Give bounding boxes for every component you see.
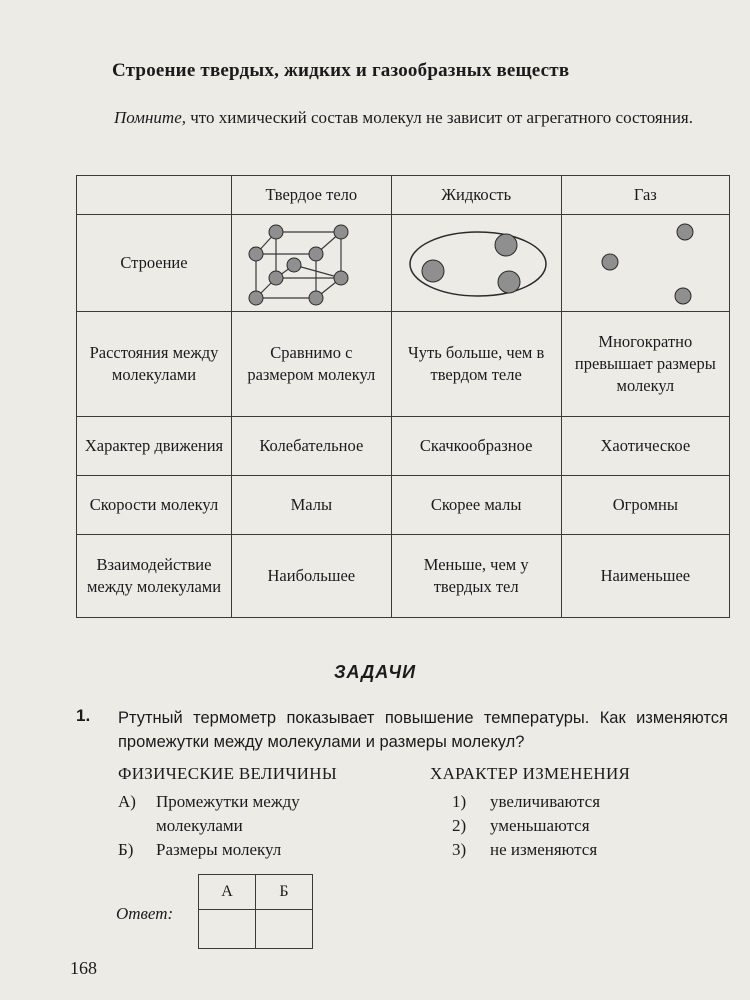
row-label-interaction: Взаимодействие между молекулами [77,535,232,618]
table-header-corner [77,176,232,215]
cell-solid: Колебательное [231,417,391,476]
gas-molecules-icon [575,220,715,306]
cell-gas: Хаотическое [561,417,729,476]
table-row [77,535,730,618]
gas-structure-diagram [561,215,729,312]
table-header-row [77,176,730,215]
row-label-distance: Расстояния между молекулами [77,312,232,417]
cell-liquid: Чуть больше, чем в твердом теле [391,312,561,417]
crystal-lattice-icon [246,220,376,306]
note-emphasis: Помните, [114,108,186,127]
list-item [452,838,600,862]
list-item [452,790,600,814]
item-text: Промежутки между молекулами [156,792,300,835]
item-text: увеличиваются [490,792,601,811]
section-title: Строение твердых, жидких и газообразных веществ [112,60,570,81]
states-of-matter-table [76,175,730,618]
reminder-note [78,106,728,130]
answer-cell-b[interactable] [256,910,313,949]
solid-structure-diagram [231,215,391,312]
table-header-gas: Газ [561,176,729,215]
table-header-solid: Твердое тело [231,176,391,215]
item-key: 3) [452,840,467,859]
table-row-structure [77,215,730,312]
cell-solid: Сравнимо с размером молекул [231,312,391,417]
list-item [452,814,600,838]
answer-column-a: А [199,875,256,910]
tasks-heading: ЗАДАЧИ [333,662,417,682]
cell-liquid: Меньше, чем у твердых тел [391,535,561,618]
table-header-liquid: Жидкость [391,176,561,215]
list-item [118,838,346,862]
item-text: не изменяются [490,840,598,859]
answer-grid [198,874,313,949]
item-text: Размеры молекул [156,840,282,859]
cell-liquid: Скачкообразное [391,417,561,476]
cell-solid: Малы [231,476,391,535]
answer-column-b: Б [256,875,313,910]
list-item [118,790,346,838]
change-type-list [452,790,600,862]
item-key: 1) [452,792,467,811]
answer-cell-a[interactable] [199,910,256,949]
table-row [77,476,730,535]
physical-quantities-list [118,790,346,862]
task-question: Ртутный термометр показывает повышение температуры. Как изменяются промежутки между молекулами и размеры молекул? [118,709,728,751]
physical-quantities-header: ФИЗИЧЕСКИЕ ВЕЛИЧИНЫ [118,764,337,783]
item-key: 2) [452,816,467,835]
item-text: уменьшаются [490,816,590,835]
answer-label: Ответ: [116,904,174,923]
cell-gas: Огромны [561,476,729,535]
liquid-molecules-icon [401,220,551,306]
item-key: А) [118,792,136,811]
item-key: Б) [118,840,134,859]
liquid-structure-diagram [391,215,561,312]
table-row [77,417,730,476]
task-number: 1. [76,706,91,725]
page-number: 168 [70,958,97,978]
note-text: что химический состав молекул не зависит от агрегатного состояния. [185,108,694,127]
row-label-motion: Характер движения [77,417,232,476]
cell-solid: Наибольшее [231,535,391,618]
cell-liquid: Скорее малы [391,476,561,535]
row-label-speed: Скорости молекул [77,476,232,535]
change-type-header: ХАРАКТЕР ИЗМЕНЕНИЯ [430,764,631,783]
table-row [77,312,730,417]
cell-gas: Многократно превышает размеры молекул [561,312,729,417]
cell-gas: Наименьшее [561,535,729,618]
row-label-structure: Строение [77,215,232,312]
